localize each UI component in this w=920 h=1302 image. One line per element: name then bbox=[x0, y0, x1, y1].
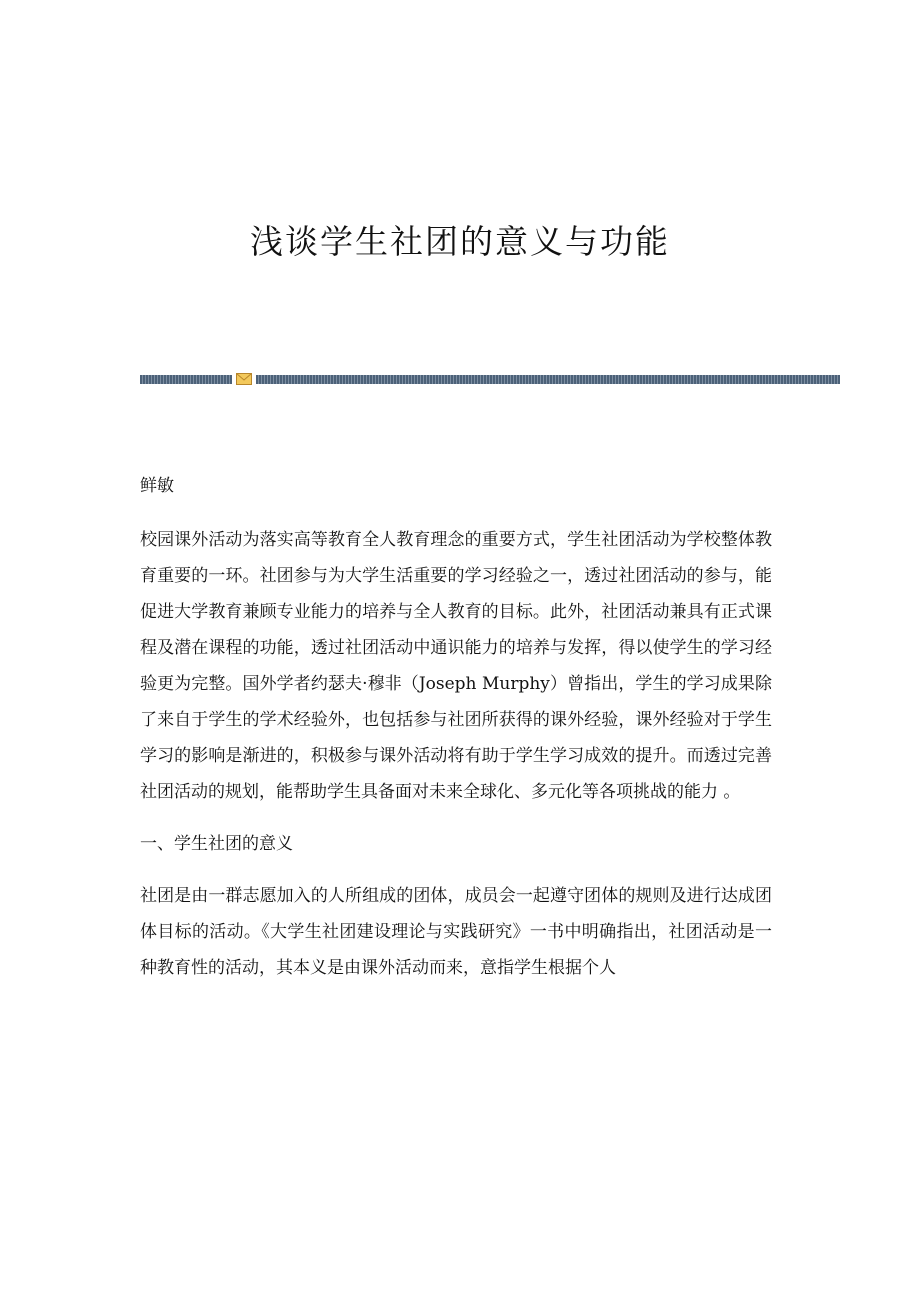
document-body bbox=[140, 468, 772, 1002]
body-paragraph-section-1: 社团是由一群志愿加入的人所组成的团体，成员会一起遵守团体的规则及进行达成团体目标的活动。《大学生社团建设理论与实践研究》一书中明确指出，社团活动是一种教育性的活动，其本义是由课外活动而来，意指学生根据个人 bbox=[140, 886, 772, 978]
title-divider bbox=[140, 375, 840, 384]
envelope-icon bbox=[236, 373, 252, 385]
document-title: 浅谈学生社团的意义与功能 bbox=[250, 222, 670, 261]
section-heading: 一、学生社团的意义 bbox=[140, 834, 293, 854]
divider-bar-left bbox=[140, 375, 232, 384]
author-name: 鲜敏 bbox=[140, 476, 174, 496]
divider-bar-right bbox=[256, 375, 840, 384]
body-paragraph-intro: 校园课外活动为落实高等教育全人教育理念的重要方式，学生社团活动为学校整体教育重要的一环。社团参与为大学生活重要的学习经验之一，透过社团活动的参与，能促进大学教育兼顾专业能力的培养与全人教育的目标。此外，社团活动兼具有正式课程及潜在课程的功能，透过社团活动中通识能力的培养与发挥，得以使学生的学习经验更为完整。国外学者约瑟夫·穆非（Joseph Murphy）曾指出，学生的学习成果除了来自于学生的学术经验外，也包括参与社团所获得的课外经验，课外经验对于学生学习的影响是渐进的，积极参与课外活动将有助于学生学习成效的提升。而透过完善社团活动的规划，能帮助学生具备面对未来全球化、多元化等各项挑战的能力 。 bbox=[140, 530, 772, 802]
